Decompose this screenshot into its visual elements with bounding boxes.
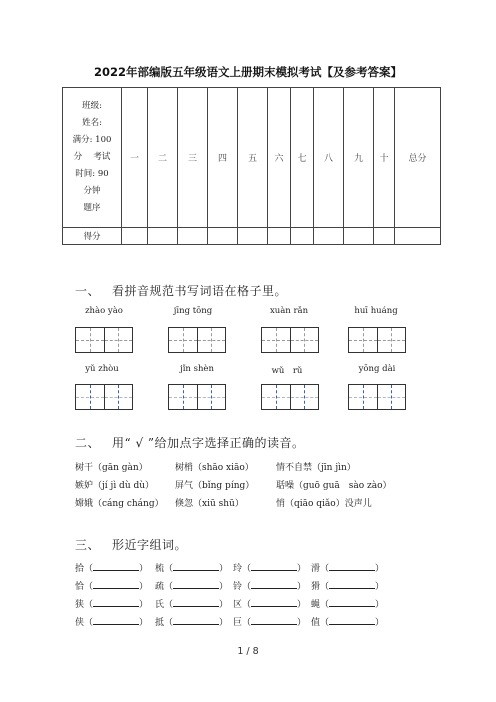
reading-item[interactable]: 屏气（bǐng píng） — [175, 481, 255, 491]
exam-label: 分 考试 — [73, 152, 111, 162]
word-group-item — [233, 561, 306, 574]
word-group-char: 玲 — [233, 564, 243, 574]
header-9: 九 — [344, 88, 374, 228]
word-group-char: 恰 — [75, 582, 85, 592]
open-paren: （ — [242, 564, 252, 574]
answer-blank[interactable] — [329, 579, 375, 589]
pinyin-6: jǐn shèn — [180, 364, 214, 374]
time-label: 时间: 90 — [75, 169, 109, 179]
header-5: 五 — [238, 88, 268, 228]
header-7: 七 — [291, 88, 314, 228]
info-cell — [63, 88, 122, 228]
score-cell[interactable] — [238, 228, 268, 245]
word-group-item — [233, 615, 306, 628]
close-paren: ） — [219, 600, 229, 610]
close-paren: ） — [297, 564, 307, 574]
close-paren: ） — [375, 600, 385, 610]
pinyin-7: wǔ rǔ — [271, 366, 303, 376]
close-paren: ） — [375, 582, 385, 592]
word-group-item — [311, 615, 384, 628]
minutes-label: 分钟 — [83, 186, 101, 196]
close-paren: ） — [139, 564, 149, 574]
reading-item[interactable]: 嫦娥（cáng cháng） — [75, 499, 164, 509]
open-paren: （ — [242, 582, 252, 592]
section3-number: 三、 — [75, 538, 101, 552]
header-6: 六 — [268, 88, 291, 228]
score-cell[interactable] — [208, 228, 238, 245]
writing-grid[interactable] — [348, 327, 406, 353]
reading-item[interactable]: 树干（gān gàn） — [75, 463, 148, 473]
open-paren: （ — [164, 564, 174, 574]
header-3: 三 — [178, 88, 208, 228]
section3-text: 形近字组词。 — [112, 538, 188, 552]
open-paren: （ — [320, 618, 330, 628]
close-paren: ） — [219, 564, 229, 574]
word-group-item — [233, 579, 306, 592]
word-group-item — [311, 597, 384, 610]
word-group-char: 拾 — [75, 564, 85, 574]
word-group-char: 氏 — [155, 600, 165, 610]
score-cell[interactable] — [178, 228, 208, 245]
reading-item[interactable]: 树梢（shāo xiāo） — [175, 463, 254, 473]
open-paren: （ — [84, 564, 94, 574]
writing-grid[interactable] — [75, 327, 133, 353]
close-paren: ） — [375, 618, 385, 628]
close-paren: ） — [139, 600, 149, 610]
score-cell[interactable] — [395, 228, 441, 245]
close-paren: ） — [297, 600, 307, 610]
answer-blank[interactable] — [173, 615, 219, 625]
word-group-char: 梳 — [155, 564, 165, 574]
section2-text: 用“ √ ”给加点字选择正确的读音。 — [112, 436, 305, 450]
question-order-label: 题序 — [83, 203, 101, 213]
open-paren: （ — [320, 582, 330, 592]
answer-blank[interactable] — [251, 561, 297, 571]
section2-number: 二、 — [75, 436, 101, 450]
score-label: 得分 — [63, 228, 122, 245]
full-score-label: 满分: 100 — [72, 135, 112, 145]
open-paren: （ — [242, 618, 252, 628]
word-group-char: 铃 — [233, 582, 243, 592]
word-group-item — [75, 615, 148, 628]
header-2: 二 — [148, 88, 178, 228]
reading-item[interactable]: 情不自禁（jīn jìn） — [276, 463, 356, 473]
open-paren: （ — [164, 582, 174, 592]
score-cell[interactable] — [148, 228, 178, 245]
writing-grid[interactable] — [261, 327, 319, 353]
open-paren: （ — [320, 564, 330, 574]
answer-blank[interactable] — [329, 615, 375, 625]
close-paren: ） — [375, 564, 385, 574]
section3-title — [75, 536, 187, 553]
word-group-char: 抵 — [155, 618, 165, 628]
word-group-item — [75, 597, 148, 610]
score-cell[interactable] — [291, 228, 314, 245]
word-group-char: 区 — [233, 600, 243, 610]
name-label: 姓名: — [82, 118, 102, 128]
reading-item[interactable]: 聒噪（guō guā sào zào） — [276, 481, 392, 491]
word-group-char: 猾 — [311, 582, 321, 592]
section2-title — [75, 434, 305, 451]
open-paren: （ — [242, 600, 252, 610]
section1-title — [75, 282, 287, 299]
pinyin-8: yōng dài — [358, 364, 396, 374]
word-group-item — [311, 561, 384, 574]
answer-blank[interactable] — [93, 615, 139, 625]
score-cell[interactable] — [314, 228, 344, 245]
writing-grid[interactable] — [75, 384, 133, 410]
open-paren: （ — [84, 600, 94, 610]
pinyin-1: zhào yào — [85, 306, 123, 316]
pinyin-4: huī huáng — [354, 306, 398, 316]
header-total: 总分 — [395, 88, 441, 228]
close-paren: ） — [139, 582, 149, 592]
page-number: 1 / 8 — [237, 646, 259, 657]
page-title: 2022年部编版五年级语文上册期末模拟考试【及参考答案】 — [93, 65, 402, 79]
word-group-char: 值 — [311, 618, 321, 628]
answer-blank[interactable] — [173, 579, 219, 589]
writing-grid[interactable] — [348, 384, 406, 410]
word-group-item — [75, 579, 148, 592]
word-group-item — [155, 597, 228, 610]
header-8: 八 — [314, 88, 344, 228]
answer-blank[interactable] — [329, 597, 375, 607]
word-group-char: 狭 — [75, 600, 85, 610]
header-4: 四 — [208, 88, 238, 228]
word-group-item — [75, 561, 148, 574]
pinyin-3: xuàn rǎn — [269, 306, 309, 316]
word-group-char: 巨 — [233, 618, 243, 628]
section1-number: 一、 — [75, 284, 101, 298]
answer-blank[interactable] — [93, 561, 139, 571]
answer-blank[interactable] — [93, 597, 139, 607]
close-paren: ） — [219, 582, 229, 592]
close-paren: ） — [219, 618, 229, 628]
score-cell[interactable] — [268, 228, 291, 245]
answer-blank[interactable] — [173, 561, 219, 571]
word-group-char: 蝇 — [311, 600, 321, 610]
word-group-item — [311, 579, 384, 592]
writing-grid[interactable] — [168, 384, 226, 410]
answer-blank[interactable] — [251, 579, 297, 589]
pinyin-5: yǔ zhòu — [85, 364, 119, 374]
open-paren: （ — [164, 600, 174, 610]
header-1: 一 — [122, 88, 148, 228]
close-paren: ） — [297, 582, 307, 592]
open-paren: （ — [320, 600, 330, 610]
answer-blank[interactable] — [329, 561, 375, 571]
open-paren: （ — [164, 618, 174, 628]
section1-text: 看拼音规范书写词语在格子里。 — [112, 284, 288, 298]
score-cell[interactable] — [374, 228, 395, 245]
word-group-item — [155, 579, 228, 592]
close-paren: ） — [139, 618, 149, 628]
answer-blank[interactable] — [173, 597, 219, 607]
pinyin-2: jīng tōng — [173, 306, 213, 316]
score-table — [62, 87, 441, 245]
reading-item[interactable]: 嫉妒（jí jì dù dù） — [75, 481, 155, 491]
close-paren: ） — [297, 618, 307, 628]
word-group-item — [155, 561, 228, 574]
class-label: 班级: — [82, 101, 102, 111]
header-10: 十 — [374, 88, 395, 228]
word-group-item — [233, 597, 306, 610]
reading-item[interactable]: 倏忽（xiū shū） — [175, 499, 244, 509]
word-group-char: 侠 — [75, 618, 85, 628]
answer-blank[interactable] — [93, 579, 139, 589]
word-group-item — [155, 615, 228, 628]
reading-item[interactable]: 悄（qiāo qiǎo）没声儿 — [276, 499, 372, 509]
writing-grid[interactable] — [261, 384, 319, 410]
score-cell[interactable] — [122, 228, 148, 245]
word-group-char: 疏 — [155, 582, 165, 592]
writing-grid[interactable] — [168, 327, 226, 353]
word-group-char: 滑 — [311, 564, 321, 574]
open-paren: （ — [84, 582, 94, 592]
open-paren: （ — [84, 618, 94, 628]
score-cell[interactable] — [344, 228, 374, 245]
answer-blank[interactable] — [251, 615, 297, 625]
answer-blank[interactable] — [251, 597, 297, 607]
